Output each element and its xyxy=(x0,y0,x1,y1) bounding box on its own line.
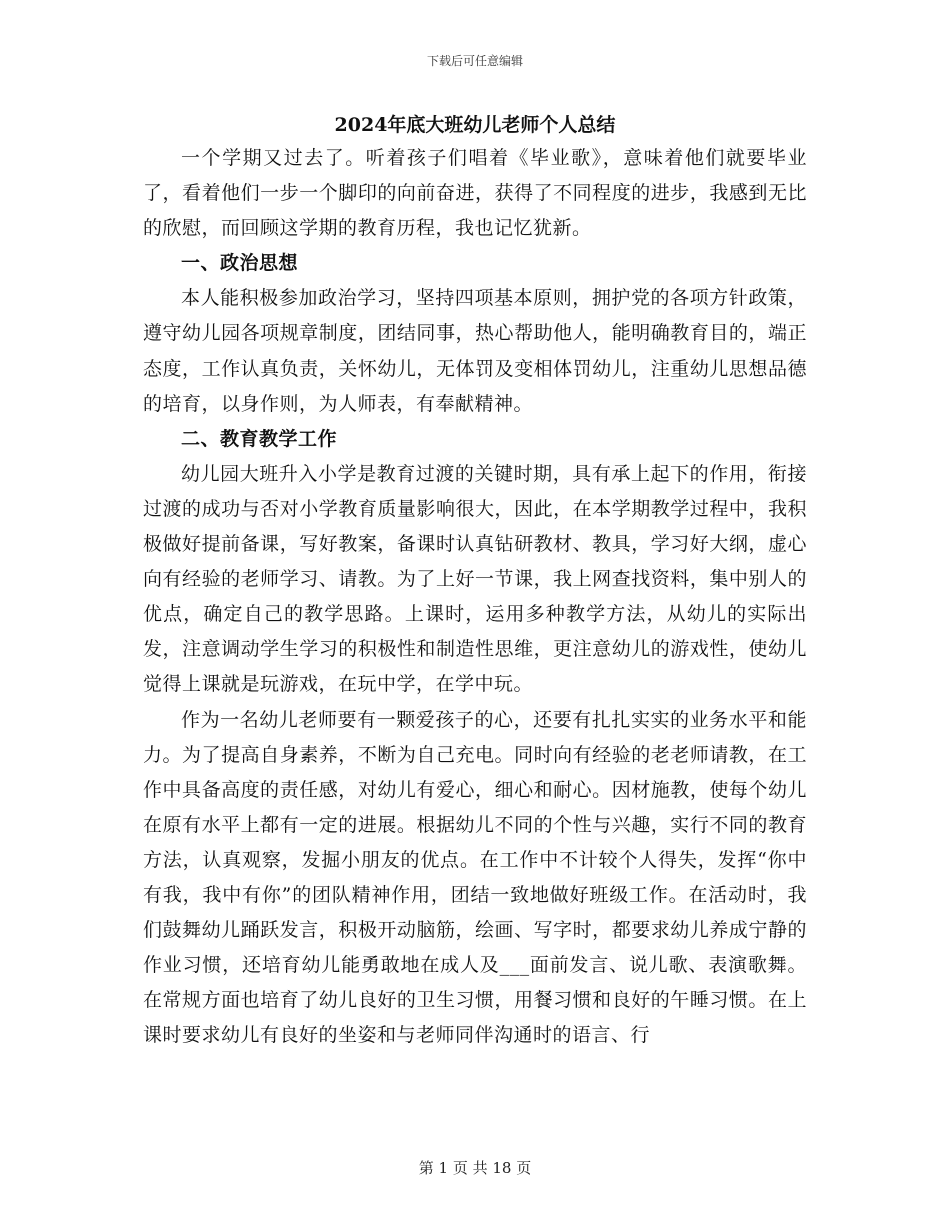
section-heading-political: 一、政治思想 xyxy=(181,252,299,275)
teaching-paragraph-2: 作为一名幼儿老师要有一颗爱孩子的心，还要有扎扎实实的业务水平和能力。为了提高自身素养，不断为自己充电。同时向有经验的老老师请教，在工作中具备高度的责任感，对幼儿有爱心，细心和耐心。因材施教，使每个幼儿在原有水平上都有一定的进展。根据幼儿不同的个性与兴趣，实行不同的教育方法，认真观察，发掘小朋友的优点。在工作中不计较个人得失，发挥“你中有我，我中有你”的团队精神作用，团结一致地做好班级工作。在活动时，我们鼓舞幼儿踊跃发言，积极开动脑筋，绘画、写字时，都要求幼儿养成宁静的作业习惯，还培育幼儿能勇敢地在成人及___面前发言、说儿歌、表演歌舞。在常规方面也培育了幼儿良好的卫生习惯，用餐习惯和良好的午睡习惯。在上课时要求幼儿有良好的坐姿和与老师同伴沟通时的语言、行 xyxy=(143,708,807,1047)
page-header: 下载后可任意编辑 xyxy=(426,54,523,68)
section-heading-teaching: 二、教育教学工作 xyxy=(181,427,338,450)
document-title: 2024年底大班幼儿老师个人总结 xyxy=(334,114,616,136)
page-footer: 第 1 页 共 18 页 xyxy=(418,1159,532,1177)
document-body xyxy=(143,141,807,1053)
political-paragraph: 本人能积极参加政治学习，坚持四项基本原则，拥护党的各项方针政策，遵守幼儿园各项规章制度，团结同事，热心帮助他人，能明确教育目的，端正态度，工作认真负责，关怀幼儿，无体罚及变相体罚幼儿，注重幼儿思想品德的培育，以身作则，为人师表，有奉献精神。 xyxy=(143,287,807,415)
intro-paragraph: 一个学期又过去了。听着孩子们唱着《毕业歌》，意味着他们就要毕业了，看着他们一步一个脚印的向前奋进，获得了不同程度的进步，我感到无比的欣慰，而回顾这学期的教育历程，我也记忆犹新。 xyxy=(143,147,807,240)
teaching-paragraph-1: 幼儿园大班升入小学是教育过渡的关键时期，具有承上起下的作用，衔接过渡的成功与否对小学教育质量影响很大，因此，在本学期教学过程中，我积极做好提前备课，写好教案，备课时认真钻研教材、教具，学习好大纲，虚心向有经验的老师学习、请教。为了上好一节课，我上网查找资料，集中别人的优点，确定自己的教学思路。上课时，运用多种教学方法，从幼儿的实际出发，注意调动学生学习的积极性和制造性思维，更注意幼儿的游戏性，使幼儿觉得上课就是玩游戏，在玩中学，在学中玩。 xyxy=(143,462,807,696)
